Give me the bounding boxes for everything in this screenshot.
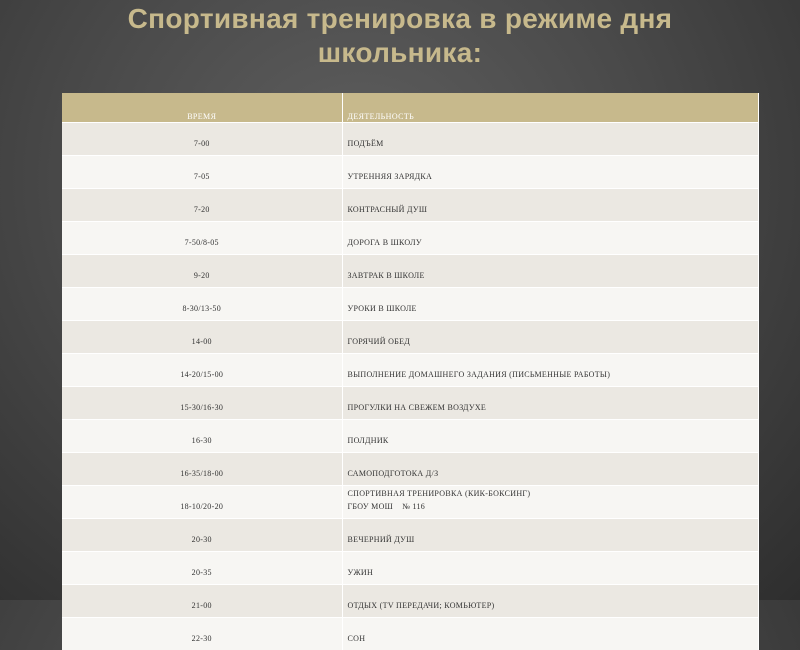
activity-cell: ПОЛДНИК — [342, 420, 758, 453]
time-cell: 16-35/18-00 — [62, 453, 342, 486]
table-row — [62, 552, 758, 585]
table-row — [62, 189, 758, 222]
time-cell: 7-00 — [62, 123, 342, 156]
activity-cell: ДОРОГА В ШКОЛУ — [342, 222, 758, 255]
table-row — [62, 354, 758, 387]
time-cell: 7-50/8-05 — [62, 222, 342, 255]
activity-cell: КОНТРАСНЫЙ ДУШ — [342, 189, 758, 222]
time-cell: 18-10/20-20 — [62, 486, 342, 519]
schedule-table — [62, 93, 759, 650]
time-cell: 20-35 — [62, 552, 342, 585]
activity-line: СПОРТИВНАЯ ТРЕНИРОВКА (КИК-БОКСИНГ) — [348, 487, 758, 500]
table-row — [62, 420, 758, 453]
time-cell: 14-00 — [62, 321, 342, 354]
activity-cell: УЖИН — [342, 552, 758, 585]
activity-cell: ПОДЪЁМ — [342, 123, 758, 156]
activity-cell: ВЕЧЕРНИЙ ДУШ — [342, 519, 758, 552]
activity-cell: ПРОГУЛКИ НА СВЕЖЕМ ВОЗДУХЕ — [342, 387, 758, 420]
activity-cell — [342, 486, 758, 519]
table-row — [62, 519, 758, 552]
activity-cell: СОН — [342, 618, 758, 650]
activity-cell: ГОРЯЧИЙ ОБЕД — [342, 321, 758, 354]
time-cell: 22-30 — [62, 618, 342, 650]
time-column-header: ВРЕМЯ — [62, 93, 342, 123]
activity-column-header: ДЕЯТЕЛЬНОСТЬ — [342, 93, 758, 123]
activity-line: ГБОУ МОШ № 116 — [348, 500, 758, 513]
table-row — [62, 123, 758, 156]
table-row — [62, 453, 758, 486]
time-cell: 8-30/13-50 — [62, 288, 342, 321]
time-cell: 7-20 — [62, 189, 342, 222]
time-cell: 9-20 — [62, 255, 342, 288]
time-cell: 16-30 — [62, 420, 342, 453]
activity-cell: ЗАВТРАК В ШКОЛЕ — [342, 255, 758, 288]
header-row — [62, 93, 758, 123]
time-cell: 20-30 — [62, 519, 342, 552]
activity-cell: ВЫПОЛНЕНИЕ ДОМАШНЕГО ЗАДАНИЯ (ПИСЬМЕННЫЕ РАБОТЫ) — [342, 354, 758, 387]
table-row — [62, 288, 758, 321]
time-cell: 14-20/15-00 — [62, 354, 342, 387]
table-row — [62, 585, 758, 618]
activity-cell: ОТДЫХ (TV ПЕРЕДАЧИ; КОМЬЮТЕР) — [342, 585, 758, 618]
table-row — [62, 486, 758, 519]
table-row — [62, 255, 758, 288]
table-row — [62, 156, 758, 189]
table-row — [62, 387, 758, 420]
table-row — [62, 321, 758, 354]
activity-cell: САМОПОДГОТОКА Д/З — [342, 453, 758, 486]
time-cell: 15-30/16-30 — [62, 387, 342, 420]
time-cell: 21-00 — [62, 585, 342, 618]
table-row — [62, 222, 758, 255]
activity-cell: УТРЕННЯЯ ЗАРЯДКА — [342, 156, 758, 189]
slide-title: Спортивная тренировка в режиме дня школьника: — [60, 2, 740, 70]
time-cell: 7-05 — [62, 156, 342, 189]
activity-cell: УРОКИ В ШКОЛЕ — [342, 288, 758, 321]
table-row — [62, 618, 758, 650]
